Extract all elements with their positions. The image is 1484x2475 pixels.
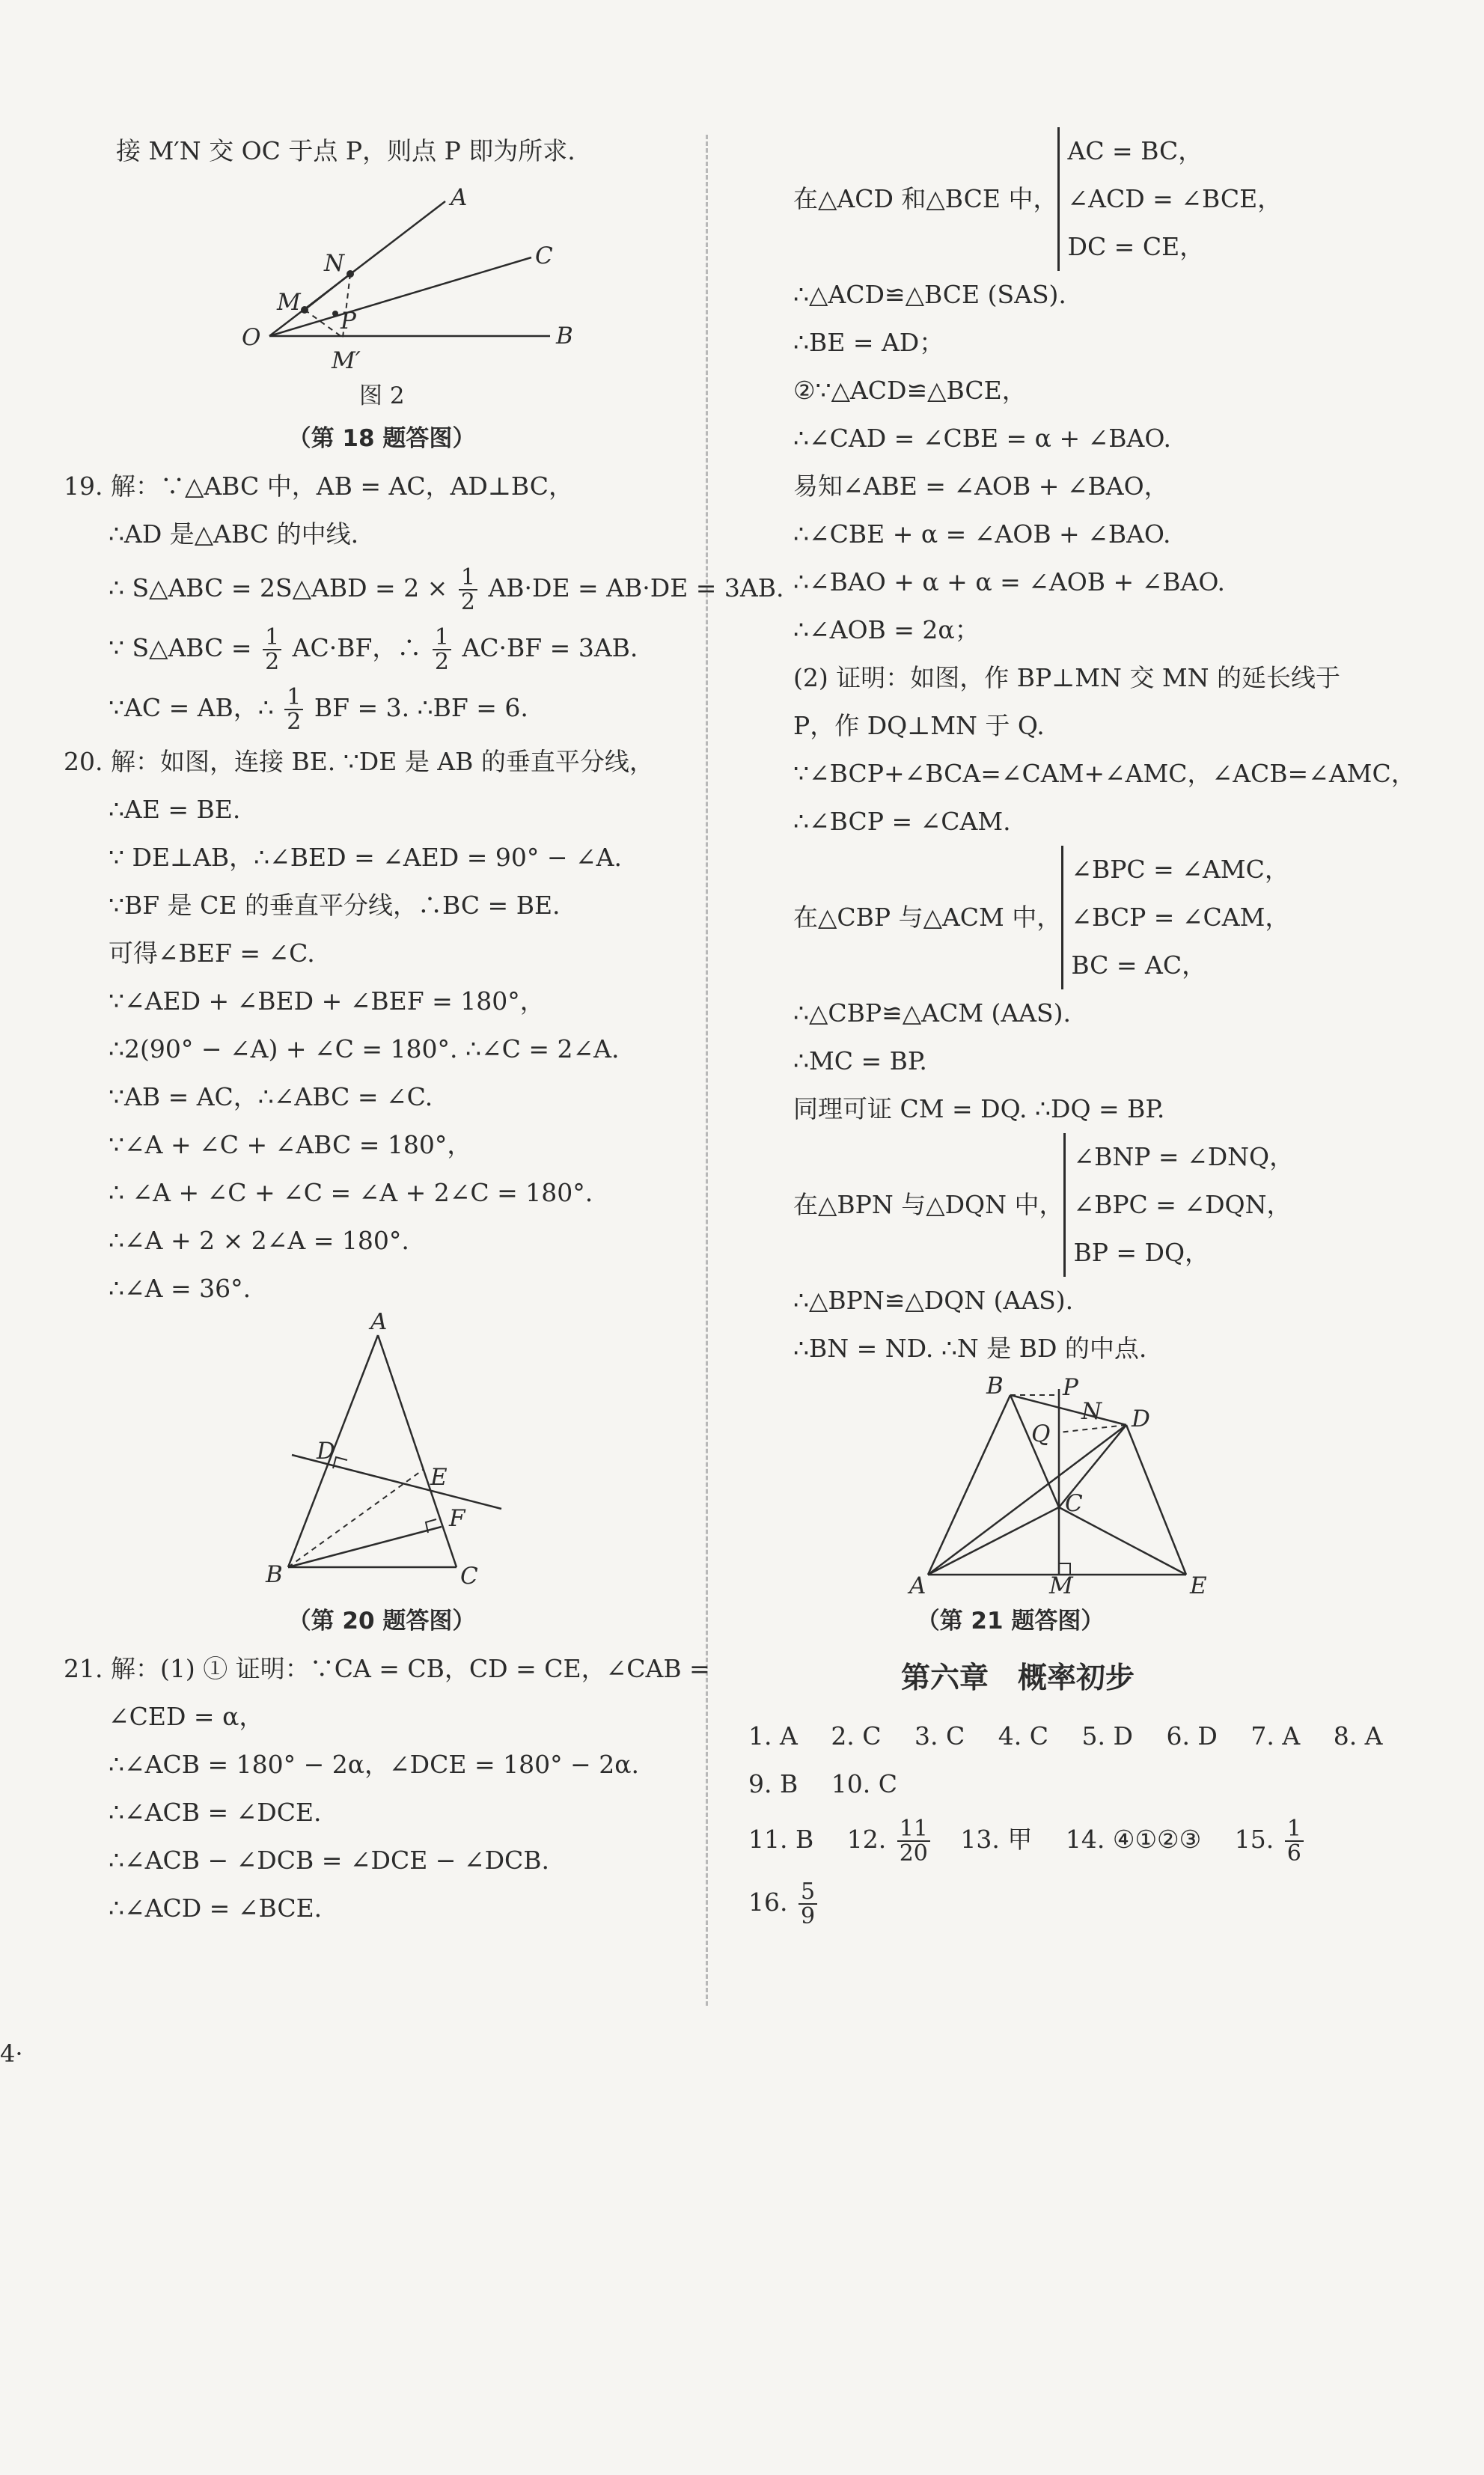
q20-line: 可得∠BEF = ∠C. xyxy=(109,939,315,968)
point-N xyxy=(346,270,354,278)
q21-right-line: ∴BN = ND. ∴N 是 BD 的中点. xyxy=(793,1334,1147,1363)
answer-item: 14. ④①②③ xyxy=(1065,1825,1202,1854)
answer-item: 5. D xyxy=(1081,1721,1133,1751)
fig21-label-C: C xyxy=(1065,1490,1083,1517)
fig18-label-M-prime: M′ xyxy=(332,347,361,374)
fig21-label-Q: Q xyxy=(1031,1420,1051,1447)
q21-right-line: ∴∠BCP = ∠CAM. xyxy=(793,807,1011,836)
q21-line: ∴∠ACB = ∠DCE. xyxy=(109,1798,322,1827)
fig21-label-A: A xyxy=(909,1572,926,1597)
chapter-title: 第六章 概率初步 xyxy=(900,1661,1135,1695)
page-number: 4· xyxy=(0,2039,23,2068)
figure-21 xyxy=(748,1373,1422,1597)
fig18-label-O: O xyxy=(242,324,261,351)
answer-item: 6. D xyxy=(1166,1721,1218,1751)
fig20-label-F: F xyxy=(449,1505,465,1532)
fig18-label-C: C xyxy=(535,242,553,269)
answer-item: 4. C xyxy=(998,1721,1049,1751)
fig21-label-D: D xyxy=(1132,1406,1150,1432)
q20-line: ∵ DE⊥AB，∴∠BED = ∠AED = 90° − ∠A. xyxy=(109,843,622,872)
q21-right-line: ∴∠CBE + α = ∠AOB + ∠BAO. xyxy=(793,519,1171,549)
answer-item: 3. C xyxy=(914,1721,965,1751)
point-P xyxy=(332,311,338,317)
answer-fraction: $\frac{1}{6}$ xyxy=(1285,1817,1304,1866)
ray-OA xyxy=(269,201,445,336)
fig20-label-A: A xyxy=(370,1313,388,1335)
q19-line3: ∴ S△ABC = 2S△ABD = 2 × $\frac{1}{2}$ AB·DE = AB·DE = 3AB. xyxy=(109,564,784,615)
q19-line4: ∵ S△ABC = $\frac{1}{2}$ AC·BF，∴ $\frac{1}{2}$ AC·BF = 3AB. xyxy=(109,623,638,675)
answer-item: 13. 甲 xyxy=(960,1825,1033,1854)
answer-item: 10. C xyxy=(831,1769,897,1798)
condition: ∠ACD = ∠BCE， xyxy=(1067,184,1283,213)
fig20-caption: （第 20 题答图） xyxy=(287,1608,476,1635)
q21-right-line: ∴△BPN≌△DQN (AAS). xyxy=(793,1286,1074,1315)
figure-20 xyxy=(64,1313,700,1597)
q21-right-line: P，作 DQ⊥MN 于 Q. xyxy=(793,711,1045,740)
fig18-caption: （第 18 题答图） xyxy=(287,425,476,452)
q20-line: ∵AB = AC，∴∠ABC = ∠C. xyxy=(109,1082,433,1111)
condition: BC = AC， xyxy=(1071,950,1207,980)
q21-right-line: ∴BE = AD； xyxy=(793,328,944,357)
right-column xyxy=(748,127,1422,1934)
condition: ∠BNP = ∠DNQ， xyxy=(1073,1142,1295,1171)
q21-right-line: ∴△CBP≌△ACM (AAS). xyxy=(793,998,1071,1028)
fraction-half: $\frac{1}{2}$ xyxy=(284,686,303,734)
fig21-label-P: P xyxy=(1063,1374,1078,1401)
condition: BP = DQ， xyxy=(1073,1238,1210,1267)
right-angle-F xyxy=(426,1519,436,1533)
fraction-half: $\frac{1}{2}$ xyxy=(433,626,451,674)
segment-BF xyxy=(288,1527,442,1567)
q20-line: ∴ ∠A + ∠C + ∠C = ∠A + 2∠C = 180°. xyxy=(109,1178,593,1207)
q21-line: ∠CED = α， xyxy=(109,1702,264,1731)
q21-right-line: 同理可证 CM = DQ. ∴DQ = BP. xyxy=(793,1094,1165,1123)
answer-item: 11. B xyxy=(748,1825,814,1854)
segment-DQ xyxy=(1059,1425,1126,1432)
answers-row-2 xyxy=(748,1760,1422,1808)
fig20-label-C: C xyxy=(460,1563,478,1590)
fig20-label-E: E xyxy=(430,1464,448,1491)
q21-right-line: ∴MC = BP. xyxy=(793,1046,927,1075)
condition: AC = BC， xyxy=(1067,136,1203,165)
q21-line: ∴∠ACD = ∠BCE. xyxy=(109,1893,323,1923)
answer-item: 1. A xyxy=(748,1721,798,1751)
segment-AC xyxy=(928,1507,1059,1575)
q21-right-line: ∴△ACD≌△BCE (SAS). xyxy=(793,280,1066,309)
fig18-title: 图 2 xyxy=(359,382,405,409)
fig18-label-N: N xyxy=(324,250,345,277)
segment-MN xyxy=(305,274,350,310)
q21-right-line: ②∵△ACD≌△BCE， xyxy=(793,376,1027,405)
q19-line5: ∵AC = AB，∴ $\frac{1}{2}$ BF = 3. ∴BF = 6. xyxy=(109,683,528,735)
segment-DE xyxy=(1126,1425,1186,1575)
q21-line: 21. 解：(1) ① 证明：∵CA = CB，CD = CE，∠CAB = xyxy=(64,1654,710,1683)
answers-row-3 xyxy=(748,1808,1422,1871)
q20-line: ∴∠A = 36°. xyxy=(109,1274,251,1303)
segment-AD xyxy=(928,1425,1126,1575)
q20-line: ∴∠A + 2 × 2∠A = 180°. xyxy=(109,1226,409,1255)
q21-right-line: ∴∠BAO + α + α = ∠AOB + ∠BAO. xyxy=(793,567,1226,596)
point-M xyxy=(301,306,308,314)
answer-fraction: $\frac{11}{20}$ xyxy=(897,1817,930,1866)
q21-right-line: 易知∠ABE = ∠AOB + ∠BAO， xyxy=(793,471,1169,501)
q20-line: ∴AE = BE. xyxy=(109,795,241,824)
condition: ∠BPC = ∠AMC， xyxy=(1071,855,1289,884)
q19-line1: 19. 解：∵△ABC 中，AB = AC，AD⊥BC， xyxy=(64,471,574,501)
fig18-label-M: M xyxy=(277,289,301,316)
q20-line: 20. 解：如图，连接 BE. ∵DE 是 AB 的垂直平分线， xyxy=(64,747,654,776)
fig18-label-B: B xyxy=(556,323,573,350)
segment-CE xyxy=(1059,1507,1186,1575)
q21-line: ∴∠ACB − ∠DCB = ∠DCE − ∠DCB. xyxy=(109,1846,550,1875)
answer-item: 2. C xyxy=(831,1721,882,1751)
q21-line: ∴∠ACB = 180° − 2α，∠DCE = 180° − 2α. xyxy=(109,1750,639,1779)
q18-conclusion: 接 M′N 交 OC 于点 P，则点 P 即为所求. xyxy=(116,136,575,165)
fig20-label-D: D xyxy=(317,1438,335,1465)
answer-item: 15. xyxy=(1234,1825,1274,1854)
q21-right-line: ∴∠AOB = 2α； xyxy=(793,615,980,644)
segment-BE xyxy=(288,1470,423,1567)
q20-line: ∵BF 是 CE 的垂直平分线，∴BC = BE. xyxy=(109,891,561,920)
q19-line2: ∴AD 是△ABC 的中线. xyxy=(109,519,359,549)
answer-item: 16. xyxy=(748,1887,788,1917)
answers-row-1 xyxy=(748,1712,1422,1760)
fig21-label-B: B xyxy=(986,1373,1004,1400)
q21-right-line: ∴∠CAD = ∠CBE = α + ∠BAO. xyxy=(793,424,1171,453)
answer-fraction: $\frac{5}{9}$ xyxy=(799,1880,817,1929)
condition: ∠BPC = ∠DQN， xyxy=(1073,1190,1292,1219)
fig21-caption: （第 21 题答图） xyxy=(916,1608,1105,1635)
condition-block-3: 在△BPN 与△DQN 中， ∠BNP = ∠DNQ， ∠BPC = ∠DQN， BP = DQ， xyxy=(748,1133,1422,1277)
answer-item: 8. A xyxy=(1333,1721,1383,1751)
column-divider xyxy=(706,135,708,2006)
q21-right-line: ∵∠BCP+∠BCA=∠CAM+∠AMC，∠ACB=∠AMC， xyxy=(793,759,1416,788)
fig18-label-P: P xyxy=(341,308,356,335)
segment-AB xyxy=(928,1395,1010,1575)
answer-item: 12. xyxy=(846,1825,887,1854)
condition: DC = CE， xyxy=(1067,232,1205,261)
segment-BC xyxy=(1010,1395,1059,1507)
fig21-label-E: E xyxy=(1190,1572,1207,1597)
fig21-label-M: M xyxy=(1049,1572,1073,1597)
figure-18 xyxy=(64,175,700,415)
q20-line: ∵∠AED + ∠BED + ∠BEF = 180°， xyxy=(109,986,545,1016)
ray-OC xyxy=(269,257,531,336)
fig18-label-A: A xyxy=(451,184,468,211)
answer-item: 7. A xyxy=(1251,1721,1301,1751)
q21-right-line: (2) 证明：如图，作 BP⊥MN 交 MN 的延长线于 xyxy=(793,663,1341,692)
fraction-half: $\frac{1}{2}$ xyxy=(459,566,477,614)
fraction-half: $\frac{1}{2}$ xyxy=(263,626,281,674)
fig20-label-B: B xyxy=(266,1561,283,1588)
condition: ∠BCP = ∠CAM， xyxy=(1071,903,1290,932)
q20-line: ∴2(90° − ∠A) + ∠C = 180°. ∴∠C = 2∠A. xyxy=(109,1034,620,1063)
answers-row-4 xyxy=(748,1871,1422,1934)
q20-line: ∵∠A + ∠C + ∠ABC = 180°， xyxy=(109,1130,472,1159)
answer-item: 9. B xyxy=(748,1769,799,1798)
condition-block-2: 在△CBP 与△ACM 中， ∠BPC = ∠AMC， ∠BCP = ∠CAM， BC = AC， xyxy=(748,846,1422,989)
fig21-label-N: N xyxy=(1081,1398,1102,1425)
condition-block-1: 在△ACD 和△BCE 中， AC = BC， ∠ACD = ∠BCE， DC = CE， xyxy=(748,127,1422,271)
